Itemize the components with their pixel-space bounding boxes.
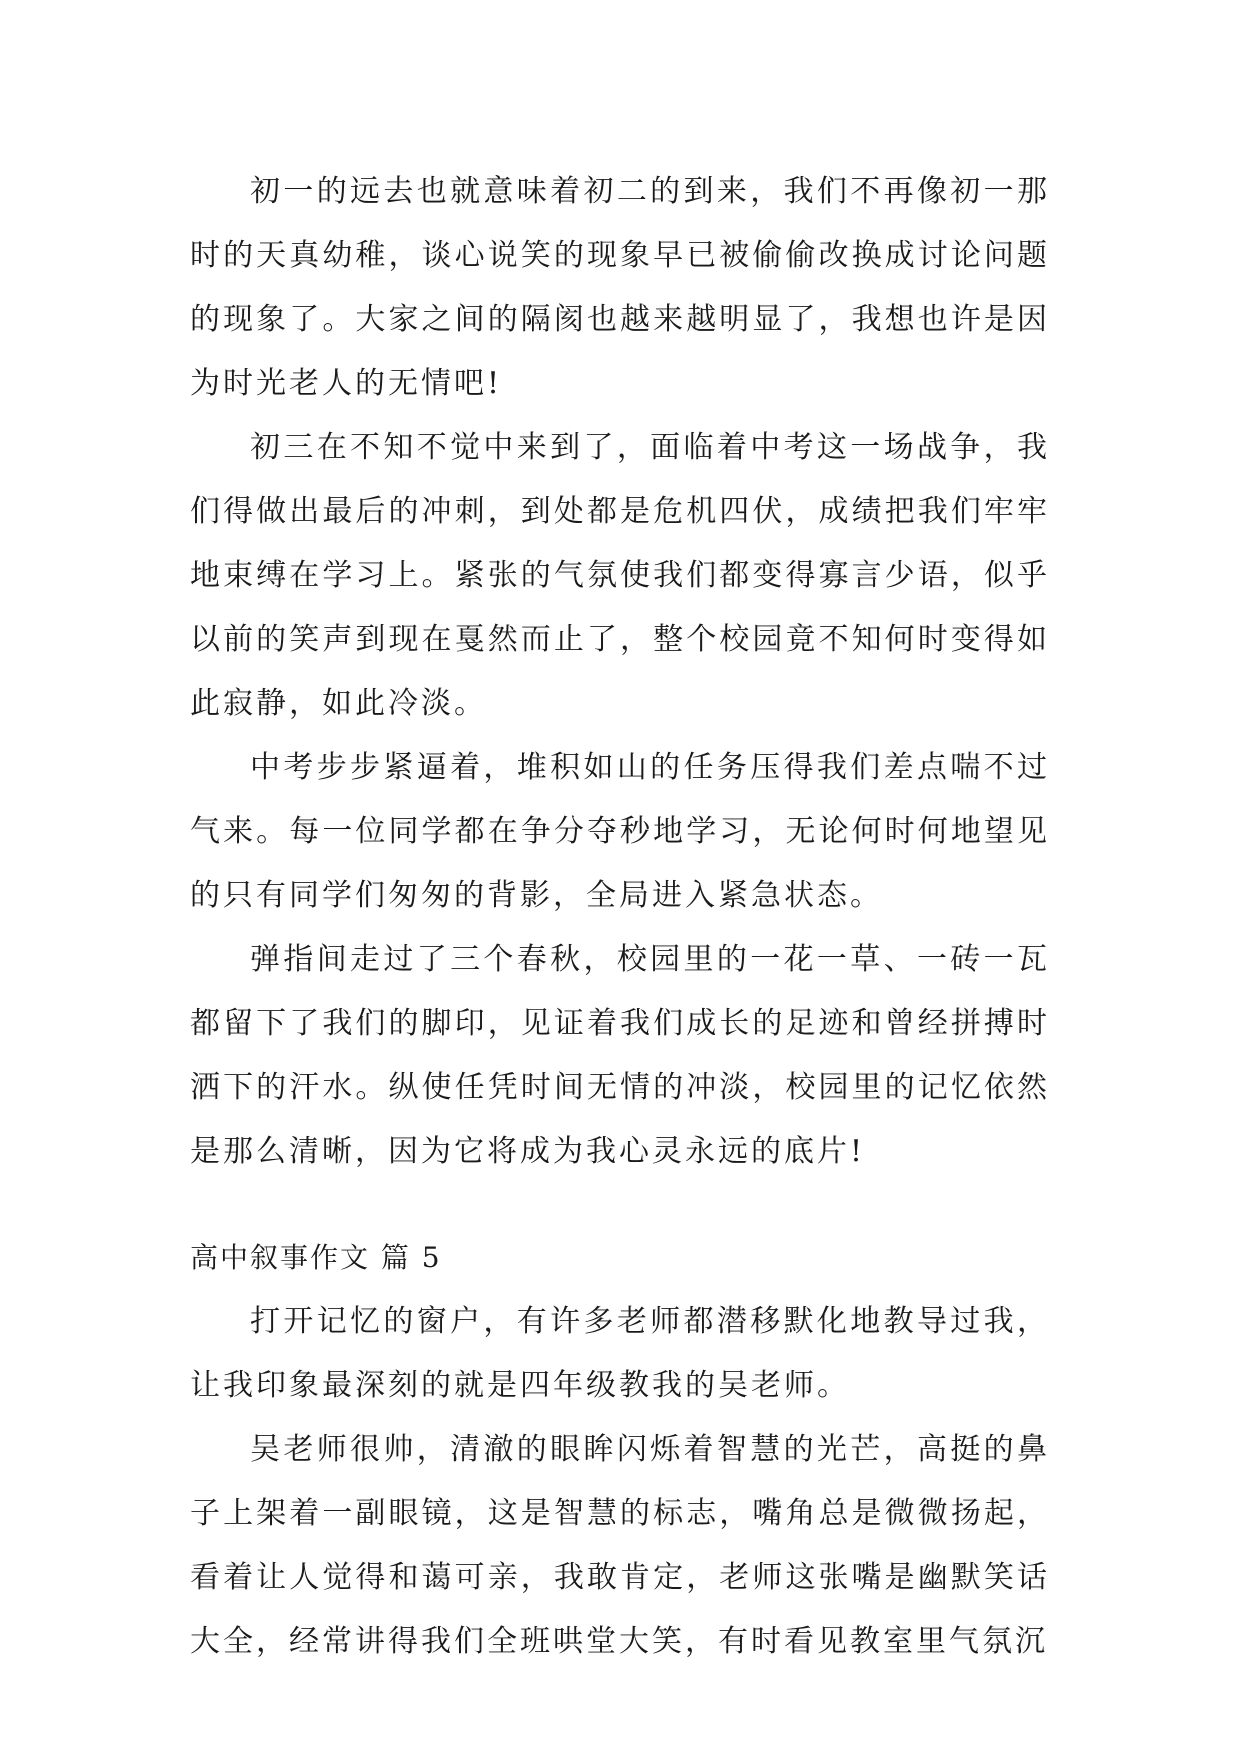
paragraph: 吴老师很帅，清澈的眼眸闪烁着智慧的光芒，高挺的鼻子上架着一副眼镜，这是智慧的标志，嘴角总是微微扬起，看着让人觉得和蔼可亲，我敢肯定，老师这张嘴是幽默笑话大全，经常讲得我们全班哄堂大笑，有时看见教室里气氛沉 — [190, 1432, 1050, 1659]
section-title: 高中叙事作文 篇 5 — [190, 1241, 442, 1274]
paragraph: 中考步步紧逼着，堆积如山的任务压得我们差点喘不过气来。每一位同学都在争分夺秒地学习，无论何时何地望见的只有同学们匆匆的背影，全局进入紧急状态。 — [190, 750, 1050, 913]
paragraph: 弹指间走过了三个春秋，校园里的一花一草、一砖一瓦都留下了我们的脚印，见证着我们成长的足迹和曾经拼搏时洒下的汗水。纵使任凭时间无情的冲淡，校园里的记忆依然是那么清晰，因为它将成为我心灵永远的底片! — [190, 942, 1050, 1169]
paragraph: 初一的远去也就意味着初二的到来，我们不再像初一那时的天真幼稚，谈心说笑的现象早已被偷偷改换成讨论问题的现象了。大家之间的隔阂也越来越明显了，我想也许是因为时光老人的无情吧! — [190, 174, 1050, 401]
paragraph: 初三在不知不觉中来到了，面临着中考这一场战争，我们得做出最后的冲刺，到处都是危机四伏，成绩把我们牢牢地束缚在学习上。紧张的气氛使我们都变得寡言少语，似乎以前的笑声到现在戛然而止了，整个校园竟不知何时变得如此寂静，如此冷淡。 — [190, 430, 1050, 721]
paragraph: 打开记忆的窗户，有许多老师都潜移默化地教导过我，让我印象最深刻的就是四年级教我的吴老师。 — [190, 1304, 1050, 1403]
document-page — [190, 160, 1050, 1674]
